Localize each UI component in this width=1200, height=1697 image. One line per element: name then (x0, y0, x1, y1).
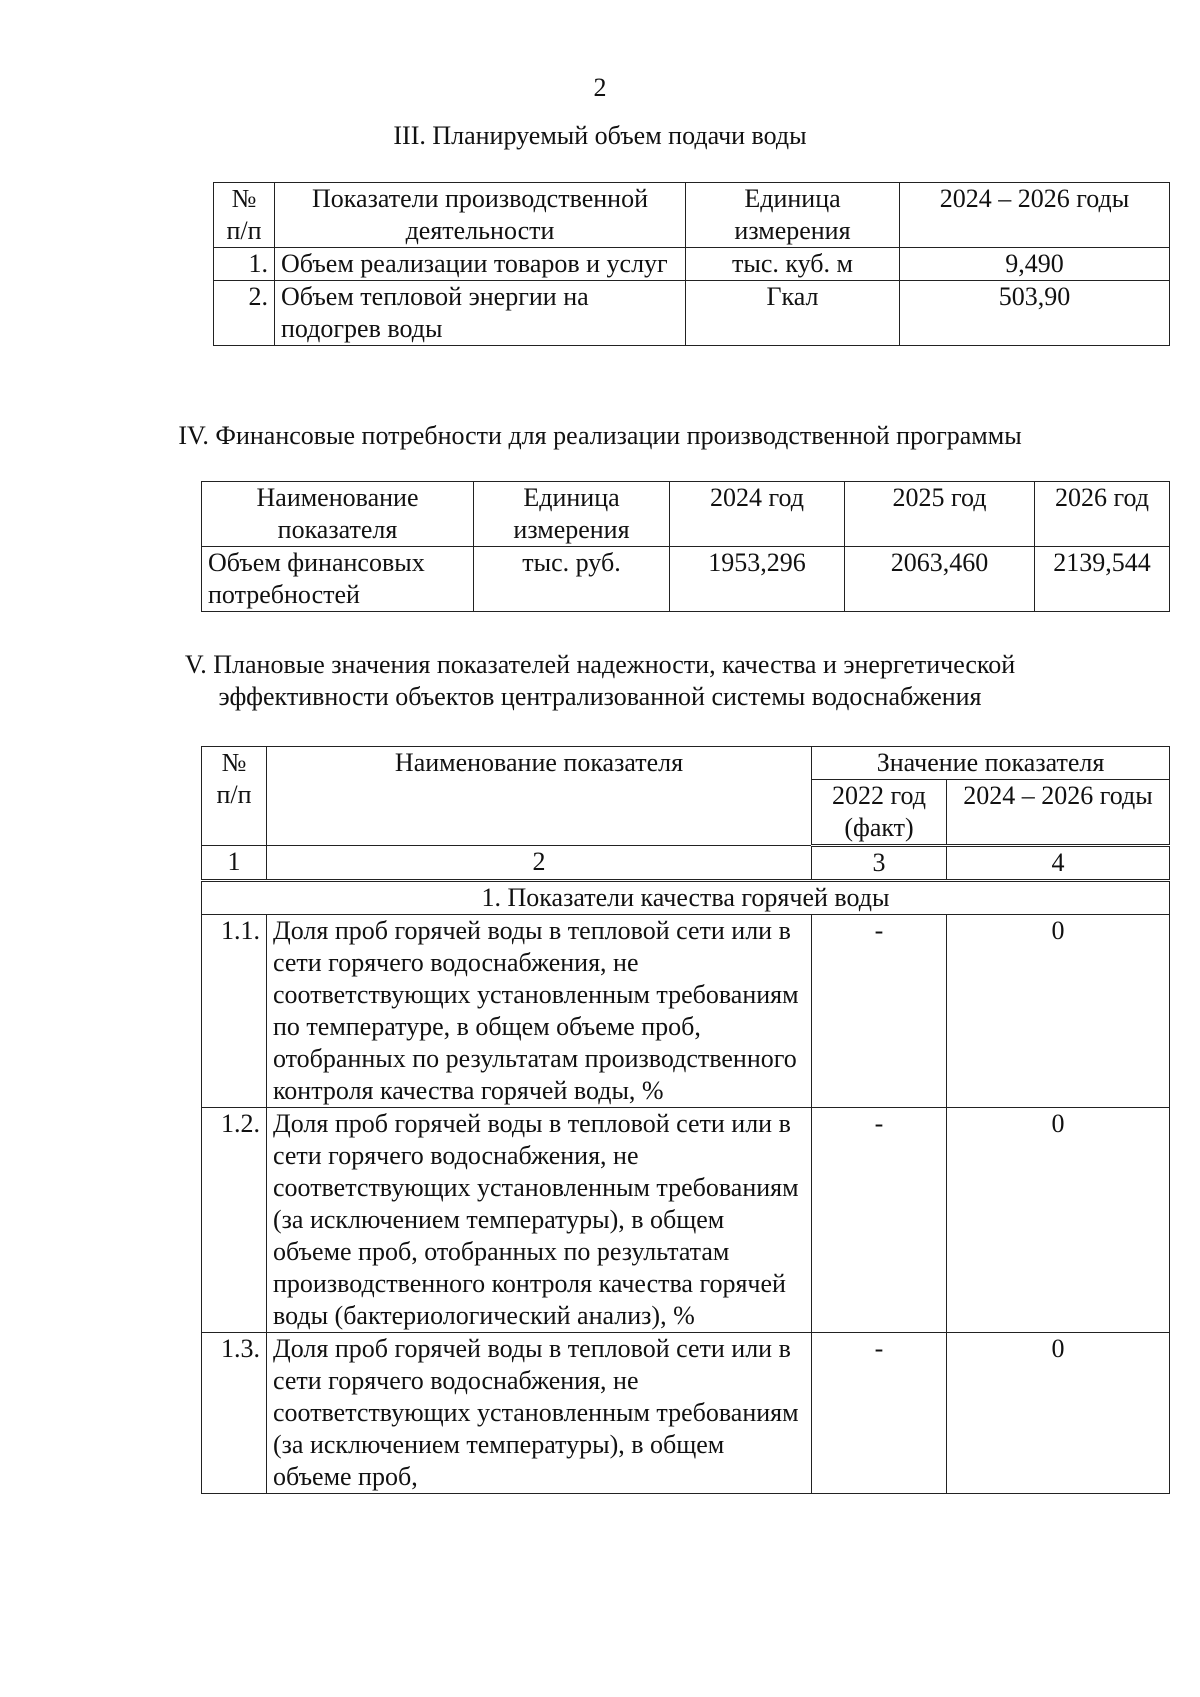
row-unit: тыс. куб. м (686, 248, 900, 281)
header-num: № п/п (214, 183, 275, 248)
row-unit: тыс. руб. (474, 547, 670, 612)
header-2026: 2026 год (1035, 482, 1170, 547)
row-num: 1.1. (202, 915, 267, 1108)
section-4-title: IV. Финансовые потребности для реализации производственной программы (178, 421, 1022, 450)
header-value-group: Значение показателя (812, 747, 1170, 780)
table-row (202, 915, 1170, 1108)
table-header-row (202, 482, 1170, 547)
water-supply-table (213, 182, 1170, 346)
header-period: 2024 – 2026 годы (900, 183, 1170, 248)
page-number: 2 (593, 73, 607, 102)
header-unit: Единица измерения (686, 183, 900, 248)
indicators-table (201, 746, 1170, 1494)
row-value-2022: - (812, 1333, 947, 1494)
row-value-2024-2026: 0 (947, 1333, 1170, 1494)
row-value-2025: 2063,460 (845, 547, 1035, 612)
row-value: 9,490 (900, 248, 1170, 281)
row-value-2024-2026: 0 (947, 1108, 1170, 1333)
header-2025: 2025 год (845, 482, 1035, 547)
column-number: 4 (947, 846, 1170, 881)
row-value: 503,90 (900, 281, 1170, 346)
row-num: 1.3. (202, 1333, 267, 1494)
table-header-row (202, 747, 1170, 780)
header-unit: Единица измерения (474, 482, 670, 547)
row-value-2022: - (812, 915, 947, 1108)
row-name: Доля проб горячей воды в тепловой сети или в сети горячего водоснабжения, не соответствующих установленным требованиям по температуре, в общем объеме проб, отобранных по результатам производственного контроля качества горячей воды, % (267, 915, 812, 1108)
table-row (202, 1333, 1170, 1494)
header-num: № п/п (202, 747, 267, 846)
table-row (214, 281, 1170, 346)
header-indicator: Показатели производственной деятельности (275, 183, 686, 248)
section-3-title: III. Планируемый объем подачи воды (393, 121, 807, 150)
table-row (202, 547, 1170, 612)
row-value-2024-2026: 0 (947, 915, 1170, 1108)
row-name: Объем реализации товаров и услуг (275, 248, 686, 281)
row-name: Доля проб горячей воды в тепловой сети или в сети горячего водоснабжения, не соответствующих установленным требованиям (за исключением температуры), в общем объеме проб, (267, 1333, 812, 1494)
table-row (202, 1108, 1170, 1333)
column-number: 2 (267, 846, 812, 881)
row-num: 1.2. (202, 1108, 267, 1333)
section-5-title-line-2: эффективности объектов централизованной системы водоснабжения (218, 682, 982, 711)
column-number: 3 (812, 846, 947, 881)
row-num: 1. (214, 248, 275, 281)
header-2024-2026: 2024 – 2026 годы (947, 780, 1170, 846)
row-value-2026: 2139,544 (1035, 547, 1170, 612)
group-title-row (202, 881, 1170, 915)
table-row (214, 248, 1170, 281)
row-num: 2. (214, 281, 275, 346)
financial-needs-table (201, 481, 1170, 612)
column-number-row (202, 846, 1170, 881)
header-2024: 2024 год (670, 482, 845, 547)
row-name: Объем финансовых потребностей (202, 547, 474, 612)
header-2022-fact: 2022 год (факт) (812, 780, 947, 846)
row-unit: Гкал (686, 281, 900, 346)
group-title: 1. Показатели качества горячей воды (202, 881, 1170, 915)
table-header-row (214, 183, 1170, 248)
row-name: Доля проб горячей воды в тепловой сети или в сети горячего водоснабжения, не соответствующих установленным требованиям (за исключением температуры), в общем объеме проб, отобранных по результатам производственного контроля качества горячей воды (бактериологический анализ), % (267, 1108, 812, 1333)
row-name: Объем тепловой энергии на подогрев воды (275, 281, 686, 346)
section-5-title-line-1: V. Плановые значения показателей надежности, качества и энергетической (184, 650, 1016, 679)
header-indicator-name: Наименование показателя (267, 747, 812, 846)
row-value-2024: 1953,296 (670, 547, 845, 612)
row-value-2022: - (812, 1108, 947, 1333)
column-number: 1 (202, 846, 267, 881)
header-indicator-name: Наименование показателя (202, 482, 474, 547)
